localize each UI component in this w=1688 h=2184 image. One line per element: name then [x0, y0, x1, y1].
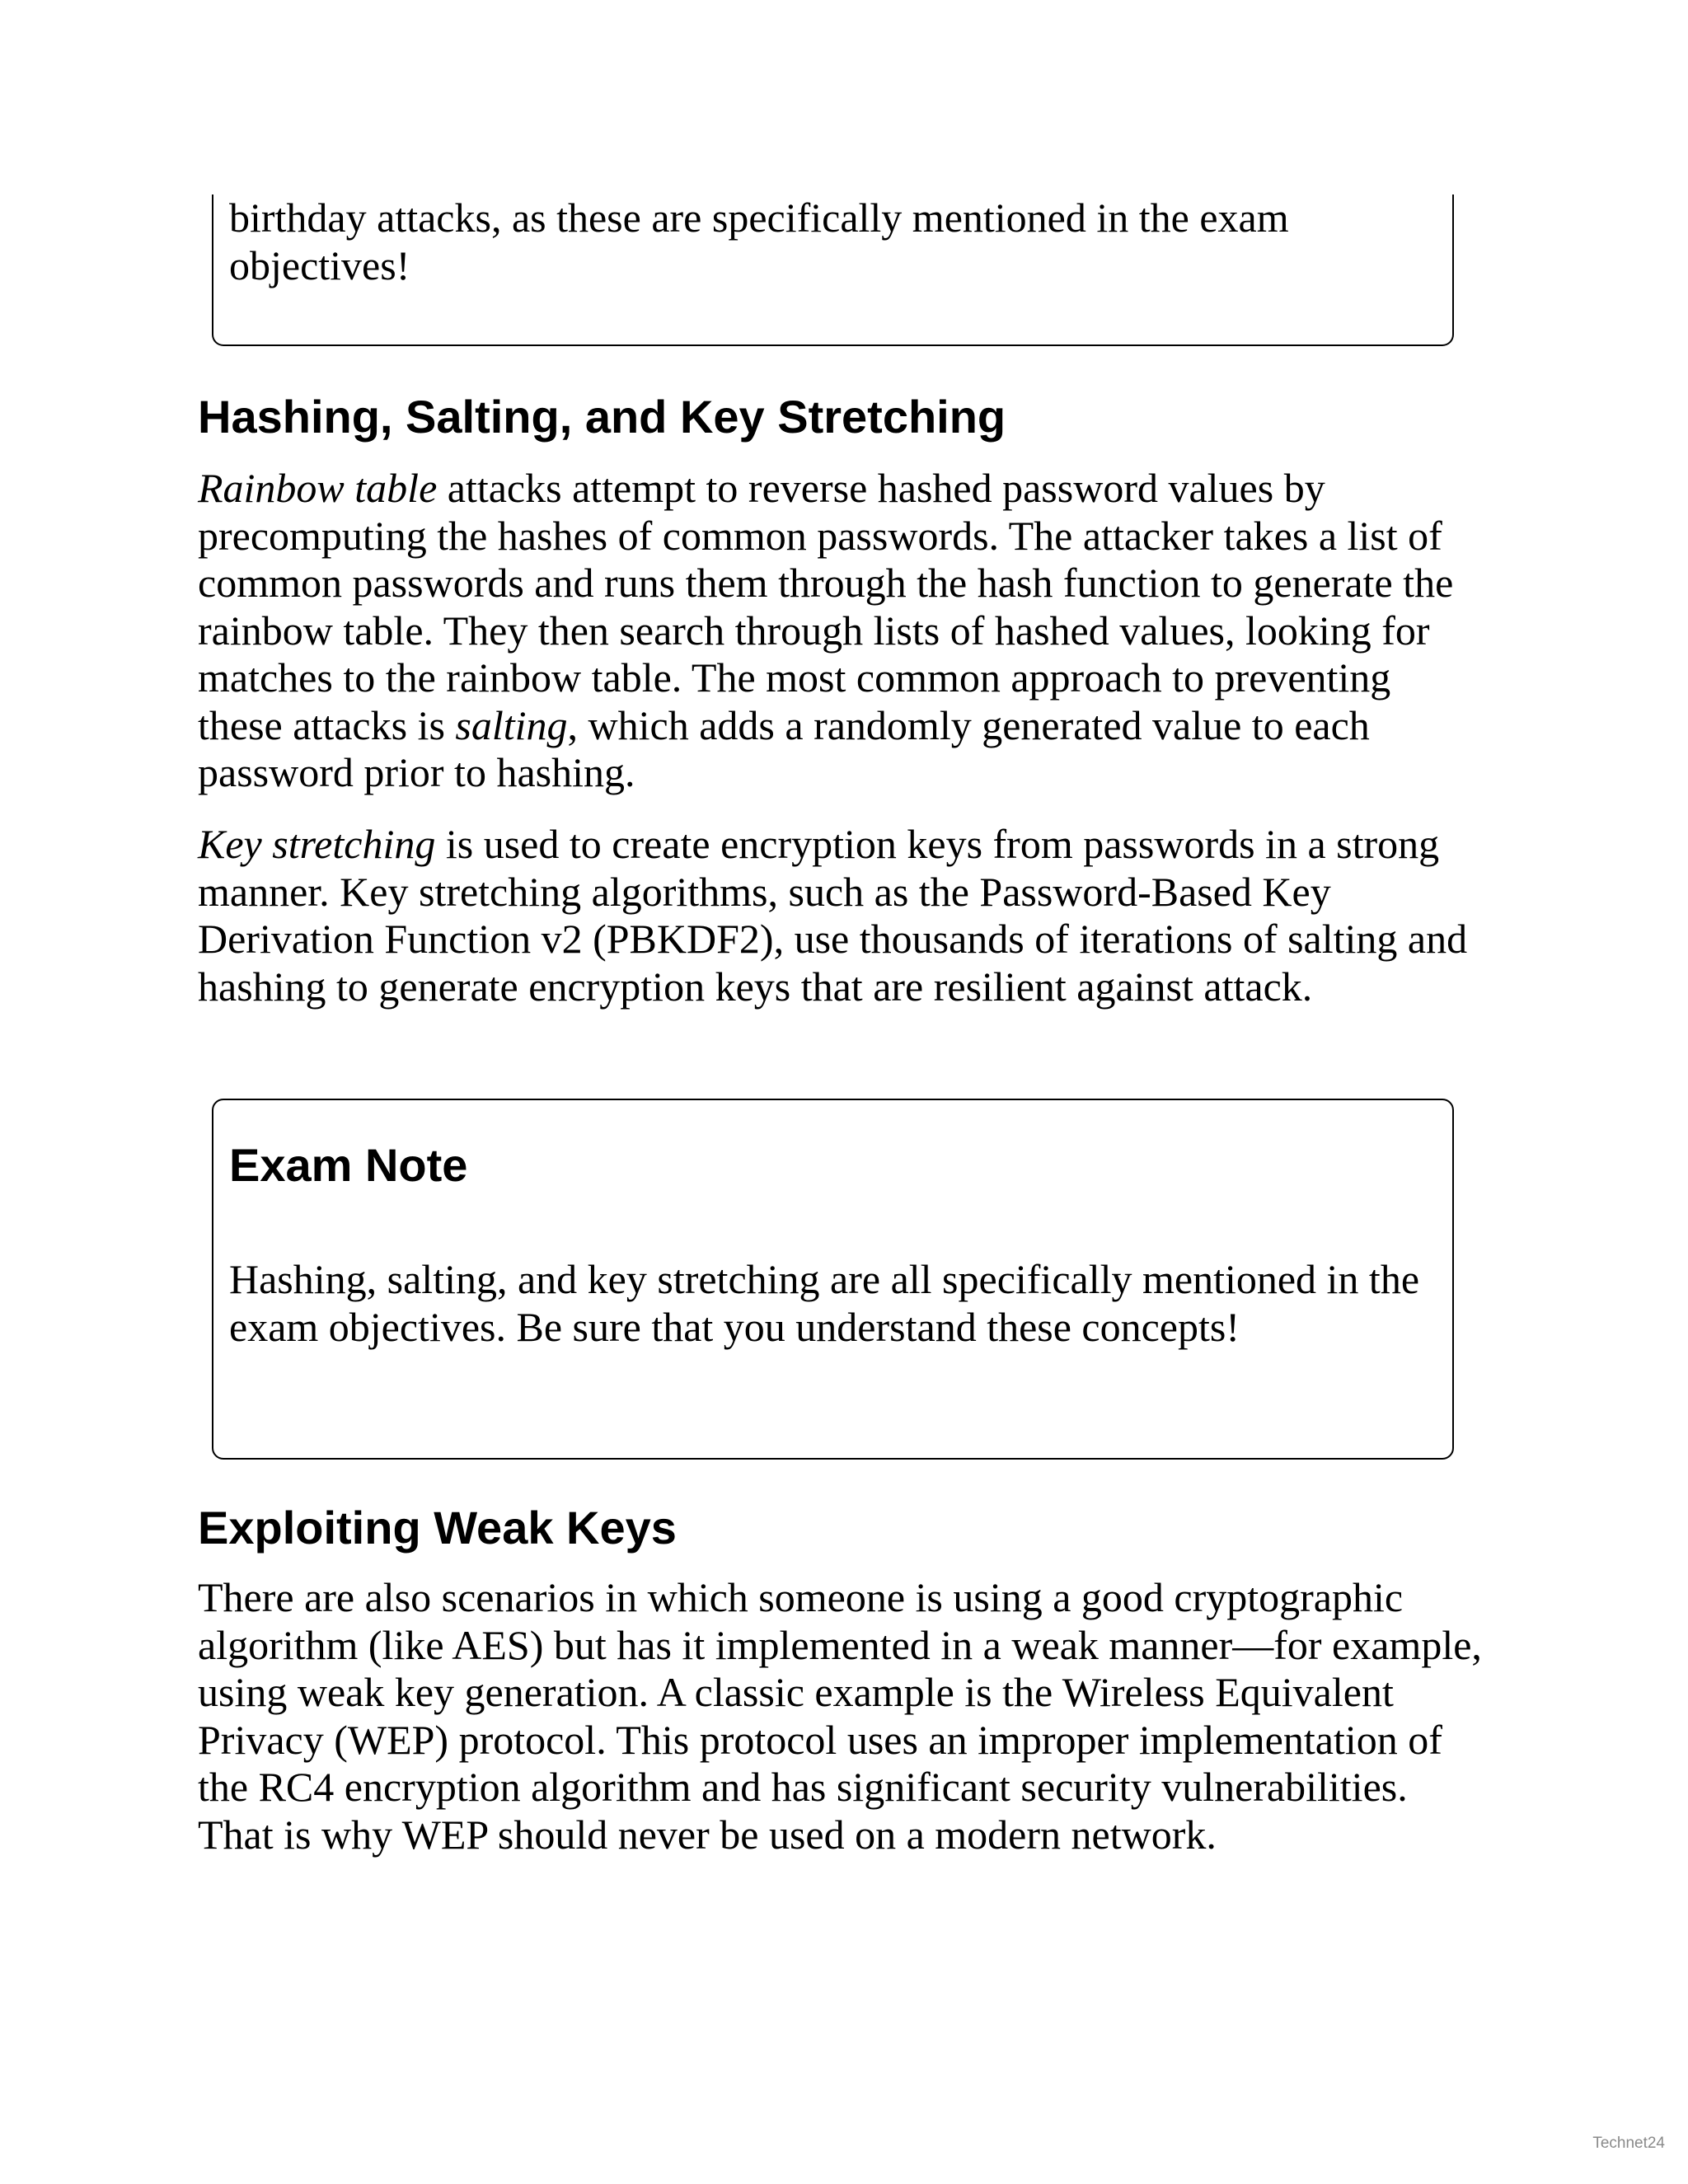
paragraph-text: is used to create encryption keys from passwords in a strong manner. Key stretching algorithms, such as the Password-Based Key Derivation Function v2 (PBKDF2), use thousands of iterations of salting and hashing to generate encryption keys that are resilient against attack. [198, 821, 1468, 1010]
section-heading-weak-keys: Exploiting Weak Keys [198, 1502, 677, 1554]
term-key-stretching: Key stretching [198, 821, 436, 867]
paragraph-weak-keys: There are also scenarios in which someone is using a good cryptographic algorithm (like AES) but has it implemented in a weak manner—for example, using weak key generation. A classic example is the Wireless Equivalent Privacy (WEP) protocol. This protocol uses an improper implementation of the RC4 encryption algorithm and has significant security vulnerabilities. That is why WEP should never be used on a modern network. [198, 1574, 1482, 1858]
term-rainbow-table: Rainbow table [198, 465, 438, 511]
previous-note-text: birthday attacks, as these are specifically mentioned in the exam objectives! [229, 194, 1289, 288]
footer-watermark: Technet24 [1592, 2135, 1665, 2152]
exam-note-title: Exam Note [229, 1139, 468, 1191]
paragraph-rainbow-table [198, 465, 1484, 797]
paragraph-text: , which adds a randomly generated value to each password prior to hashing. [198, 701, 1370, 795]
paragraph-key-stretching [198, 821, 1484, 1010]
exam-note-text: Hashing, salting, and key stretching are all specifically mentioned in the exam objectives. Be sure that you understand these concepts! [229, 1256, 1420, 1350]
section-heading-hashing: Hashing, Salting, and Key Stretching [198, 391, 1006, 443]
term-salting: salting [455, 701, 568, 748]
paragraph-text: attacks attempt to reverse hashed password values by precomputing the hashes of common passwords. The attacker takes a list of common passwords and runs them through the hash function to generate the rainbow table. They then search through lists of hashed values, looking for matches to the rainbow table. The most common approach to preventing these attacks is [198, 465, 1454, 748]
